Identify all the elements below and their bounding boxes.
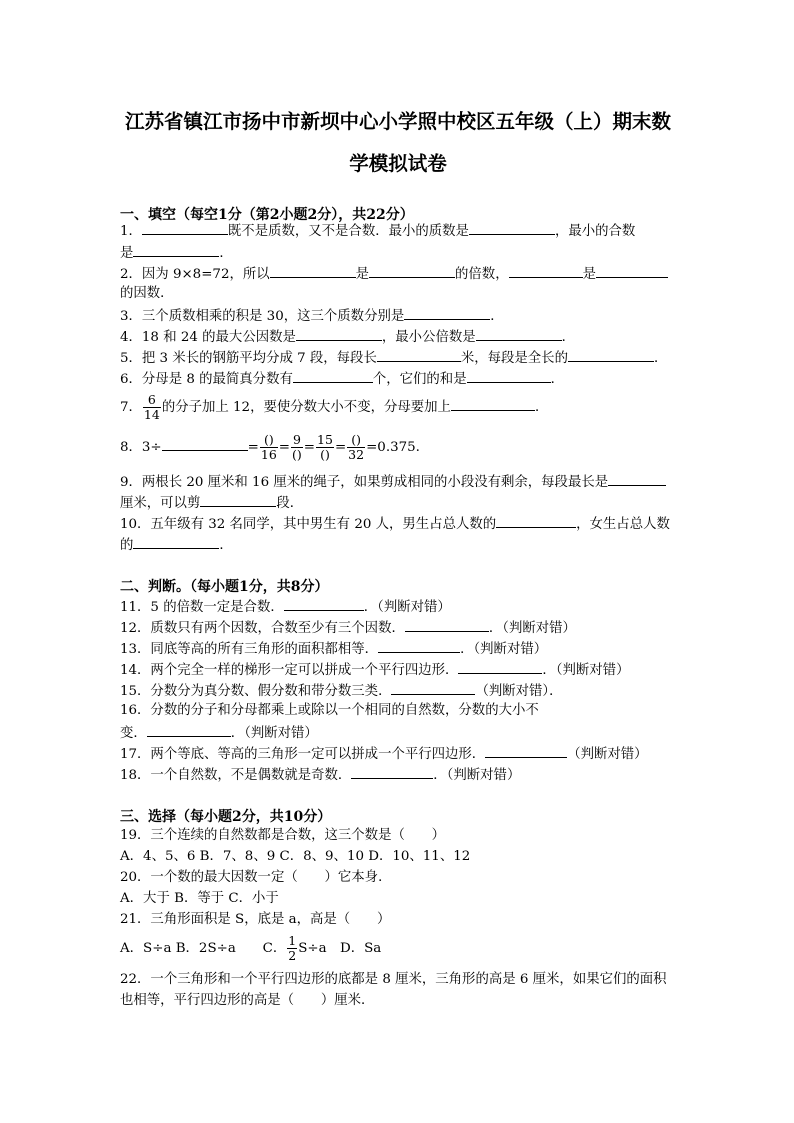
question-19-options: A．4、5、6 B．7、8、9 C．8、9、10 D．10、11、12 bbox=[120, 849, 471, 864]
question-21: 21．三角形面积是 S，底是 a，高是（ ） bbox=[120, 912, 391, 927]
question-9-cont: 厘米，可以剪 段． bbox=[120, 493, 676, 513]
answer-blank bbox=[405, 618, 489, 632]
question-3: 3．三个质数相乘的积是 30，这三个质数分别是 ． bbox=[120, 306, 676, 326]
answer-blank bbox=[133, 243, 219, 257]
question-7: 7． $\frac{6}{14}$ 的分子加上 12，要使分数大小不变，分母要加上 ． bbox=[120, 392, 549, 422]
answer-blank bbox=[270, 264, 356, 278]
answer-blank bbox=[469, 221, 555, 235]
answer-blank bbox=[608, 472, 666, 486]
fraction: $\frac{()}{32}$ bbox=[348, 432, 365, 462]
answer-blank bbox=[133, 535, 219, 549]
answer-blank bbox=[404, 306, 490, 320]
answer-blank bbox=[378, 639, 460, 653]
section-heading-fill-blank: 一、填空（每空1分（第2小题2分），共22分） bbox=[120, 207, 414, 223]
answer-blank bbox=[485, 744, 567, 758]
answer-blank bbox=[467, 369, 551, 383]
answer-blank bbox=[476, 327, 562, 341]
fraction-6-14: $\frac{6}{14}$ bbox=[143, 392, 160, 422]
answer-blank bbox=[377, 348, 461, 362]
exam-title-line2: 学模拟试卷 bbox=[349, 152, 447, 175]
answer-blank bbox=[496, 514, 576, 528]
answer-blank bbox=[568, 348, 654, 362]
question-16: 16．分数的分子和分母都乘上或除以一个相同的自然数，分数的大小不 bbox=[120, 703, 539, 718]
answer-blank bbox=[369, 264, 455, 278]
fraction: $\frac{15}{()}$ bbox=[317, 432, 333, 462]
answer-blank bbox=[284, 597, 364, 611]
question-12: 12．质数只有两个因数，合数至少有三个因数． ．（判断对错） bbox=[120, 618, 676, 638]
question-20-options: A．大于 B．等于 C．小于 bbox=[120, 891, 279, 906]
question-6: 6．分母是 8 的最简真分数有 个，它们的和是 ． bbox=[120, 369, 676, 389]
question-18: 18．一个自然数，不是偶数就是奇数． ．（判断对错） bbox=[120, 765, 676, 785]
question-10-cont: 的 ． bbox=[120, 535, 676, 555]
answer-blank bbox=[351, 765, 433, 779]
answer-blank bbox=[162, 437, 248, 451]
answer-blank bbox=[142, 221, 228, 235]
answer-blank bbox=[458, 660, 542, 674]
fraction: $\frac{()}{16}$ bbox=[260, 432, 277, 462]
answer-blank bbox=[451, 397, 535, 411]
answer-blank bbox=[391, 681, 475, 695]
question-22: 22．一个三角形和一个平行四边形的底都是 8 厘米，三角形的高是 6 厘米，如果它们的面积 bbox=[120, 972, 667, 987]
fraction: $\frac{9}{()}$ bbox=[292, 432, 302, 462]
exam-title-line1: 江苏省镇江市扬中市新坝中心小学照中校区五年级（上）期末数 bbox=[124, 110, 671, 133]
question-11: 11．5 的倍数一定是合数． ．（判断对错） bbox=[120, 597, 676, 617]
answer-blank bbox=[596, 264, 668, 278]
question-10: 10．五年级有 32 名同学，其中男生有 20 人，男生占总人数的 ，女生占总人数 bbox=[120, 514, 676, 534]
answer-blank bbox=[200, 493, 276, 507]
section-heading-multiple-choice: 三、选择（每小题2分，共10分） bbox=[120, 809, 332, 825]
fraction-one-half: $\frac{1}{2}$ bbox=[288, 933, 297, 963]
question-9: 9．两根长 20 厘米和 16 厘米的绳子，如果剪成相同的小段没有剩余，每段最长是 bbox=[120, 472, 676, 492]
question-17: 17．两个等底、等高的三角形一定可以拼成一个平行四边形． （判断对错） bbox=[120, 744, 676, 764]
section-heading-true-false: 二、判断。（每小题1分，共8分） bbox=[120, 579, 329, 595]
question-1: 1． 既不是质数，又不是合数．最小的质数是 ，最小的合数 bbox=[120, 221, 676, 241]
question-19: 19．三个连续的自然数都是合数，这三个数是（ ） bbox=[120, 828, 446, 843]
question-5: 5．把 3 米长的钢筋平均分成 7 段，每段长 米，每段是全长的 ． bbox=[120, 348, 676, 368]
question-20: 20．一个数的最大因数一定（ ）它本身． bbox=[120, 870, 392, 885]
question-16-cont: 变． ．（判断对错） bbox=[120, 723, 676, 743]
question-14: 14．两个完全一样的梯形一定可以拼成一个平行四边形． ．（判断对错） bbox=[120, 660, 676, 680]
question-13: 13．同底等高的所有三角形的面积都相等． ．（判断对错） bbox=[120, 639, 676, 659]
answer-blank bbox=[296, 327, 382, 341]
question-21-options: A．S÷a B．2S÷a C． $\frac{1}{2}$ S÷a D．Sa bbox=[120, 933, 382, 963]
answer-blank bbox=[293, 369, 373, 383]
question-4: 4．18 和 24 的最大公因数是 ，最小公倍数是 ． bbox=[120, 327, 676, 347]
question-15: 15．分数分为真分数、假分数和带分数三类． （判断对错）． bbox=[120, 681, 676, 701]
answer-blank bbox=[147, 723, 231, 737]
question-2-cont: 的因数． bbox=[120, 286, 174, 301]
question-1-cont: 是 ． bbox=[120, 243, 676, 263]
question-22-cont: 也相等，平行四边形的高是（ ）厘米． bbox=[120, 993, 375, 1008]
question-8: 8．3÷ = $\frac{()}{16}$ = $\frac{9}{()}$ = $\frac{15}{()}$ = $\frac{()}{32}$ =0.375. bbox=[120, 432, 420, 462]
question-2: 2．因为 9×8=72，所以 是 的倍数， 是 bbox=[120, 264, 676, 284]
answer-blank bbox=[509, 264, 583, 278]
